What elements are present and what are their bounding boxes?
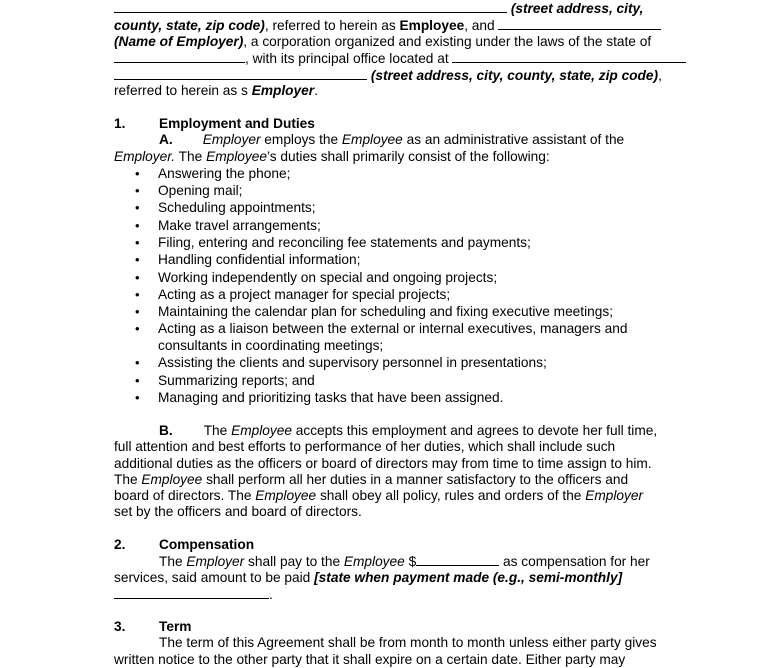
address-label-cont: county, state, zip code) — [114, 18, 265, 33]
employer-name-label: (Name of Employer) — [114, 34, 244, 49]
section-1b-line-3: additional duties as the officers or board of directors may from time to time assign to him. — [114, 456, 652, 471]
list-item: Handling confidential information; — [158, 252, 361, 267]
section-1-number: 1. — [114, 116, 126, 131]
list-item: Maintaining the calendar plan for scheduling and fixing executive meetings; — [158, 304, 614, 319]
section-1a-line-2: Employer. The Employee’s duties shall primarily consist of the following: — [114, 149, 550, 164]
list-item: Acting as a project manager for special projects; — [158, 287, 451, 302]
section-3-line-2: written notice to the other party that it shall expire on a certain date. Either party may — [114, 652, 626, 667]
list-item: Managing and prioritizing tasks that have been assigned. — [158, 390, 504, 405]
list-item: Scheduling appointments; — [158, 200, 316, 215]
list-item: Summarizing reports; and — [158, 373, 315, 388]
bullet-icon: • — [135, 270, 140, 285]
list-item: Working independently on special and ongoing projects; — [158, 270, 498, 285]
section-1b-line-5: board of directors. The Employee shall obey all policy, rules and orders of the Employer — [114, 488, 644, 503]
payment-schedule-blank — [114, 586, 269, 599]
intro-line-3: (Name of Employer), a corporation organized and existing under the laws of the state of — [114, 34, 652, 49]
intro-line-5: (street address, city, county, state, zip code), — [114, 67, 662, 84]
subsection-b-label: B. — [159, 423, 173, 438]
list-item: Opening mail; — [158, 183, 243, 198]
amount-blank — [416, 553, 499, 566]
office-address-blank — [114, 67, 367, 80]
section-1-heading: Employment and Duties — [159, 116, 315, 131]
office-address-label: (street address, city, county, state, zip code) — [370, 68, 659, 83]
section-1b-line-6: set by the officers and board of directors. — [114, 504, 362, 519]
section-2-heading: Compensation — [159, 537, 255, 552]
section-1b-line-4: The Employee shall perform all her duties in a manner satisfactory to the officers and — [114, 472, 629, 487]
intro-line-6: referred to herein as s Employer. — [114, 83, 318, 98]
section-1a-line-1: A. Employer employs the Employee as an administrative assistant of the — [159, 132, 625, 147]
section-1b-line-1: B. The Employee accepts this employment and agrees to devote her full time, — [159, 423, 658, 438]
bullet-icon: • — [135, 321, 140, 336]
bullet-icon: • — [135, 390, 140, 405]
payment-schedule-label: [state when payment made (e.g., semi-monthly] — [314, 570, 623, 585]
section-2-line-1: The Employer shall pay to the Employee $ as compensation for her — [159, 554, 650, 569]
bullet-icon: • — [135, 166, 140, 181]
bullet-icon: • — [135, 355, 140, 370]
subsection-a-label: A. — [159, 132, 173, 147]
bullet-icon: • — [135, 252, 140, 267]
section-3-number: 3. — [114, 619, 126, 634]
bullet-icon: • — [135, 304, 140, 319]
bullet-icon: • — [135, 200, 140, 215]
bullet-icon: • — [135, 287, 140, 302]
list-item: Assisting the clients and supervisory personnel in presentations; — [158, 355, 547, 370]
bullet-icon: • — [135, 183, 140, 198]
list-item: Answering the phone; — [158, 166, 291, 181]
list-item: Make travel arrangements; — [158, 218, 321, 233]
address-label: (street address, city, — [510, 1, 644, 16]
section-3-heading: Term — [159, 619, 192, 634]
section-2-number: 2. — [114, 537, 126, 552]
section-1b-line-2: full attention and best efforts to performance of her duties, which shall include such — [114, 439, 616, 454]
bullet-icon: • — [135, 373, 140, 388]
section-2-line-3: . — [114, 586, 273, 603]
intro-line-2: county, state, zip code), referred to herein as Employee, and — [114, 17, 661, 34]
state-blank — [114, 50, 245, 63]
bullet-icon: • — [135, 235, 140, 250]
list-item-cont: consultants in coordinating meetings; — [158, 338, 384, 353]
list-item: Acting as a liaison between the external or internal executives, managers and — [158, 321, 628, 336]
section-3-line-1: The term of this Agreement shall be from month to month unless either party gives — [159, 635, 657, 650]
section-2-line-2: services, said amount to be paid [state when payment made (e.g., semi-monthly] — [114, 570, 623, 585]
list-item: Filing, entering and reconciling fee statements and payments; — [158, 235, 531, 250]
office-blank — [452, 50, 686, 63]
employer-name-blank — [498, 17, 661, 30]
intro-line-4: , with its principal office located at — [114, 50, 686, 67]
intro-line-1 — [114, 0, 643, 17]
address-blank — [114, 0, 507, 13]
bullet-icon: • — [135, 218, 140, 233]
